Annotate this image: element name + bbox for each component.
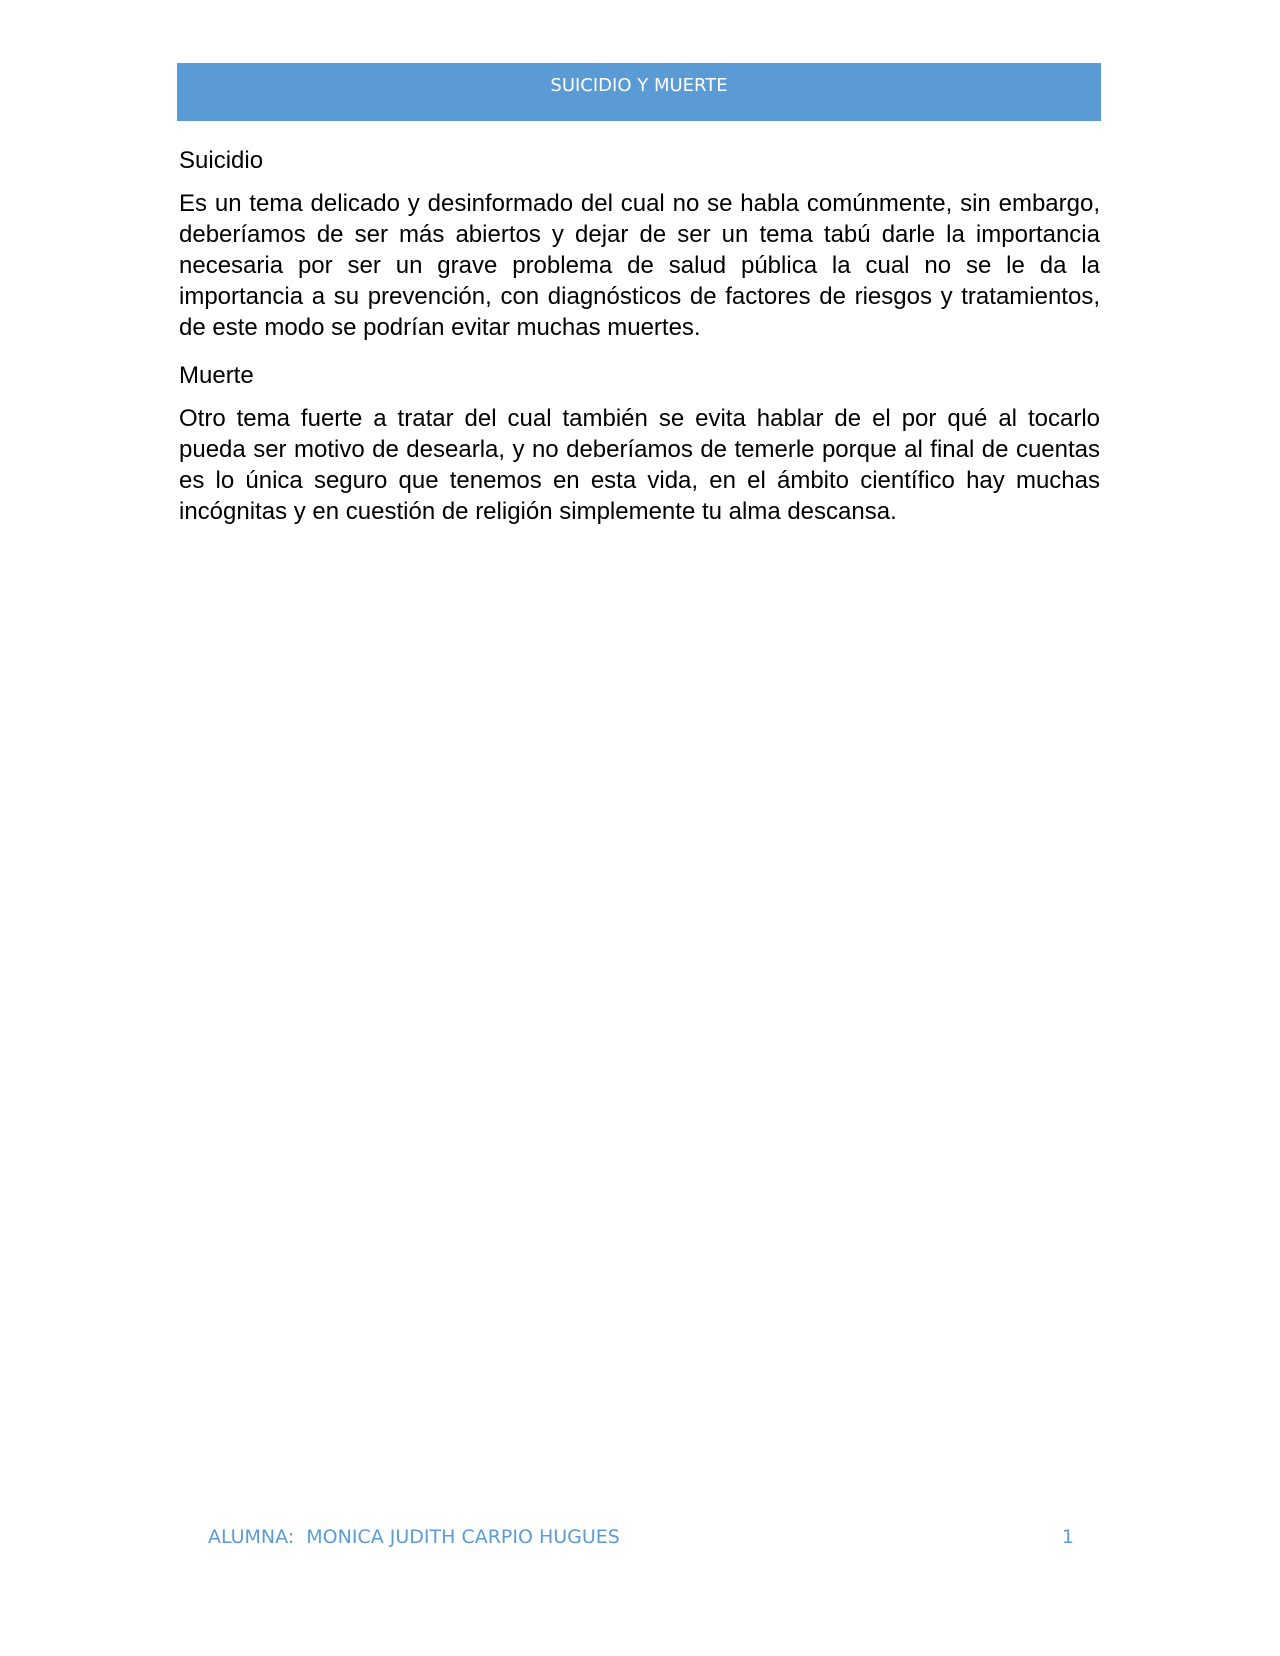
section-suicidio xyxy=(179,142,1100,343)
document-header-bar xyxy=(177,63,1101,121)
section-heading: Muerte xyxy=(179,362,254,389)
document-body xyxy=(179,142,1100,541)
section-paragraph: Es un tema delicado y desinformado del cual no se habla comúnmente, sin embargo, deberíamos de ser más abiertos y dejar de ser un tema tabú darle la importancia necesaria por ser un grave problema de salud pública la cual no se le da la importancia a su prevención, con diagnósticos de factores de riesgos y tratamientos, de este modo se podrían evitar muchas muertes. xyxy=(179,190,1100,341)
footer-page-number: 1 xyxy=(1061,1526,1074,1548)
section-muerte xyxy=(179,357,1100,527)
document-title: SUICIDIO Y MUERTE xyxy=(550,75,728,96)
section-heading: Suicidio xyxy=(179,147,264,174)
page-footer xyxy=(208,1526,1074,1556)
footer-student-name: ALUMNA: MONICA JUDITH CARPIO HUGUES xyxy=(208,1526,620,1548)
section-paragraph: Otro tema fuerte a tratar del cual también se evita hablar de el por qué al tocarlo pueda ser motivo de desearla, y no deberíamos de temerle porque al final de cuentas es lo única seguro que tenemos en esta vida, en el ámbito científico hay muchas incógnitas y en cuestión de religión simplemente tu alma descansa. xyxy=(179,405,1100,525)
